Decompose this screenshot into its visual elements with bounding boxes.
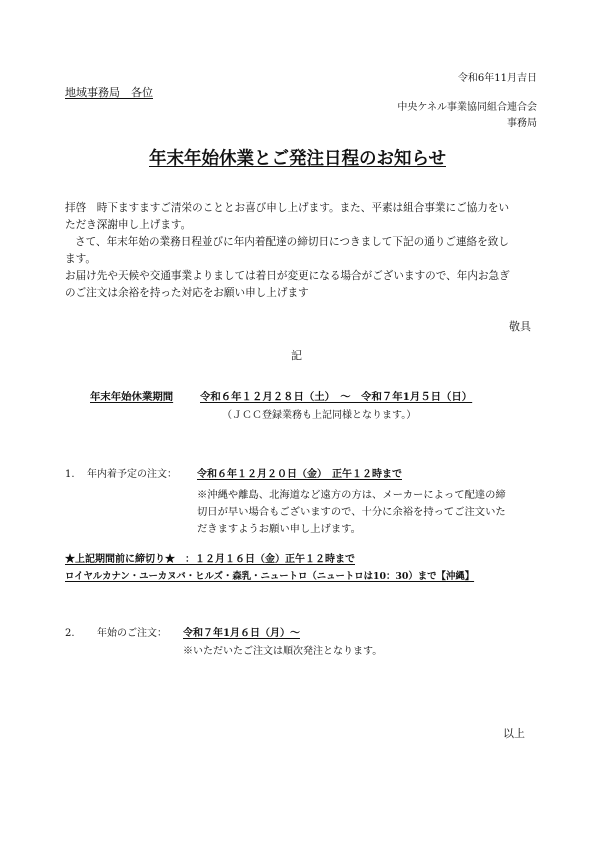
item1-note-line: だきますようお願い申し上げます。 xyxy=(197,523,361,535)
body-text xyxy=(65,200,537,302)
body-line: のご注文は余裕を持った対応をお願い申し上げます xyxy=(65,287,309,299)
item2-date: 令和７年1月６日（月）～ xyxy=(183,628,300,639)
item1-note-line: ※沖縄や離島、北海道など遠方の方は、メーカーによって配達の締 xyxy=(197,489,506,501)
sender-dept: 事務局 xyxy=(507,118,537,129)
holiday-label: 年末年始休業期間 xyxy=(90,391,174,403)
closing-keigu: 敬具 xyxy=(509,320,531,333)
special-deadline: ★上記期間前に締切り★ ：１２月１６日（金）正午１２時まで xyxy=(65,554,355,565)
body-line: お届け先や天候や交通事業よりましては着日が変更になる場合がございますので、年内お急ぎ xyxy=(65,270,510,282)
body-line: ただき深謝申し上げます。 xyxy=(65,219,192,231)
recipient: 地域事務局 各位 xyxy=(65,86,153,99)
item2-label: 年始のご注文： xyxy=(97,628,167,639)
item1-number: 1. xyxy=(65,469,75,480)
sender-org: 中央ケネル事業協同組合連合会 xyxy=(397,102,537,113)
item1-deadline: 令和６年１２月２０日（金） 正午１２時まで xyxy=(197,469,402,480)
item2-note: ※いただいたご注文は順次発注となります。 xyxy=(183,646,383,657)
item1-note-line: 切日が早い場合もございますので、十分に余裕を持ってご注文いた xyxy=(197,506,506,518)
item2-number: 2. xyxy=(65,628,75,639)
page-title: 年末年始休業とご発注日程のお知らせ xyxy=(149,149,446,169)
item1-label: 年内着予定の注文： xyxy=(87,469,177,480)
issue-date: 令和6年11月吉日 xyxy=(457,73,537,84)
special-brands: ロイヤルカナン・ユーカヌバ・ヒルズ・森乳・ニュートロ（ニュートロは10：30）まで【沖縄】 xyxy=(65,571,475,582)
body-line: 拝啓 時下ますますご清栄のこととお喜び申し上げます。また、平素は組合事業にご協力をい xyxy=(65,202,510,214)
body-line: さて、年末年始の業務日程並びに年内着配達の締切日につきまして下記の通りご連絡を致し xyxy=(75,236,509,248)
holiday-note: （ＪＣＣ登録業務も上記同様となります。） xyxy=(222,410,417,421)
body-line: ます。 xyxy=(65,253,96,265)
ki-heading: 記 xyxy=(291,349,302,362)
holiday-period: 令和６年１２月２８日（土） ～ 令和７年1月５日（日） xyxy=(200,391,473,403)
end-mark: 以上 xyxy=(503,727,525,740)
